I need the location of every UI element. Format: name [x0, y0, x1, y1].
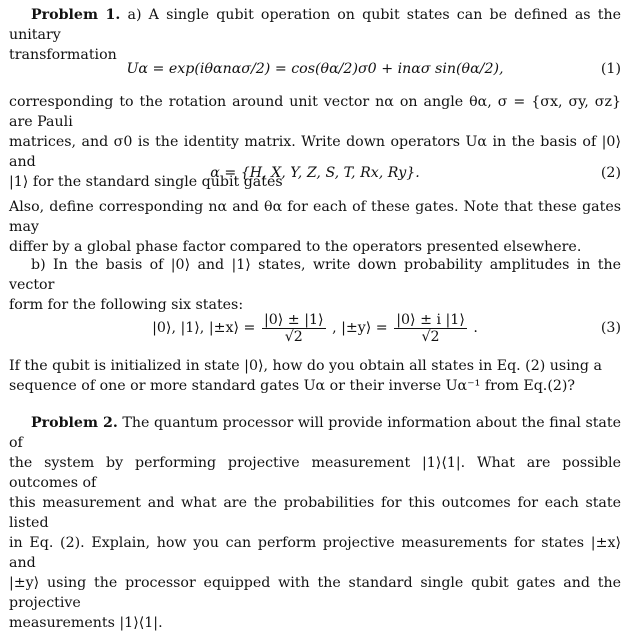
gates-line-2: differ by a global phase factor compared to the operators presented elsewhere.: [9, 239, 582, 255]
question-line-2: sequence of one or more standard gates Uα or their inverse Uα⁻¹ from Eq.(2)?: [9, 378, 576, 394]
equation-1-body: Uα = exp(iθαnασ/2) = cos(θα/2)σ0 + inασ sin(θα/2),: [126, 61, 504, 77]
problem1-line-2: transformation: [9, 47, 117, 63]
equation-3-mid: , |±y⟩ =: [332, 320, 388, 336]
fraction-y-denominator: √2: [421, 328, 440, 345]
problem2-paragraph: [9, 413, 621, 633]
equation-3: [0, 310, 630, 346]
part-b-line-1: b) In the basis of |0⟩ and |1⟩ states, write down probability amplitudes in the vector: [9, 257, 621, 293]
equation-3-end: .: [473, 320, 478, 336]
equation-3-states: |0⟩, |1⟩, |±x⟩ =: [152, 320, 256, 336]
equation-2: [0, 162, 630, 184]
gates-line-1: Also, define corresponding nα and θα for each of these gates. Note that these gates may: [9, 199, 621, 235]
problem1-heading: Problem 1.: [31, 7, 121, 23]
problem2-line-2: the system by performing projective measurement |1⟩⟨1|. What are possible outcomes of: [9, 455, 621, 491]
equation-2-body: α = {H, X, Y, Z, S, T, Rx, Ry}.: [210, 165, 420, 181]
fraction-y-numerator: |0⟩ ± i |1⟩: [396, 311, 465, 328]
fraction-x: [262, 312, 326, 345]
problem2-line-1: The quantum processor will provide information about the final state of: [9, 415, 621, 451]
part-b-line-2: form for the following six states:: [9, 297, 244, 313]
problem2-line-3: this measurement and what are the probabilities for this outcomes for each state listed: [9, 495, 621, 531]
problem1-line-1: a) A single qubit operation on qubit states can be defined as the unitary: [9, 7, 621, 43]
equation-1: [0, 58, 630, 80]
definition-line-2: matrices, and σ0 is the identity matrix. Write down operators Uα in the basis of |0⟩ and: [9, 134, 621, 170]
definition-line-3: |1⟩ for the standard single qubit gates: [9, 174, 283, 190]
equation-1-number: (1): [600, 61, 621, 77]
problem2-heading: Problem 2.: [31, 415, 118, 431]
problem2-line-6: measurements |1⟩⟨1|.: [9, 615, 163, 631]
question-line-1: If the qubit is initialized in state |0⟩, how do you obtain all states in Eq. (2) using a: [9, 358, 602, 374]
equation-2-number: (2): [600, 165, 621, 181]
fraction-x-numerator: |0⟩ ± |1⟩: [263, 311, 324, 328]
problem1-part-b: [9, 255, 621, 315]
problem1-gates-paragraph: [9, 197, 621, 257]
problem2-line-5: |±y⟩ using the processor equipped with the standard single qubit gates and the projective: [9, 575, 621, 611]
equation-3-number: (3): [600, 320, 621, 336]
definition-line-1: corresponding to the rotation around unit vector nα on angle θα, σ = {σx, σy, σz} are Pauli: [9, 94, 621, 130]
problem1-question-paragraph: [9, 356, 621, 396]
problem1-intro: [9, 5, 621, 65]
problem2-line-4: in Eq. (2). Explain, how you can perform projective measurements for states |±x⟩ and: [9, 535, 621, 571]
fraction-y: [394, 312, 467, 345]
fraction-x-denominator: √2: [284, 328, 303, 345]
